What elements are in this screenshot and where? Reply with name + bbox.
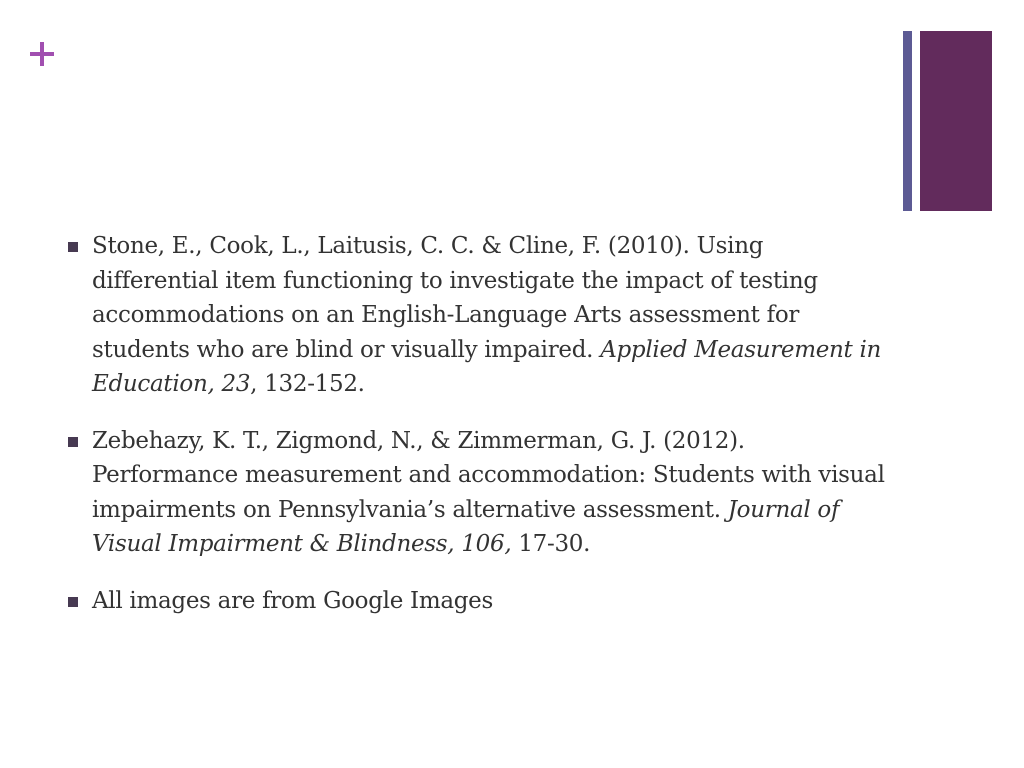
plus-icon-vertical: [40, 42, 44, 66]
reference-text: Stone, E., Cook, L., Laitusis, C. C. & Cline, F. (2010). Using differential item functioning to investigate the impact of testing accommodations on an English-Language Arts assessment for students who are blind or visually impaired.: [92, 233, 818, 363]
reference-item: [68, 424, 888, 562]
reference-journal: Applied Measurement in Education, 23: [92, 336, 882, 397]
reference-list: [68, 229, 888, 640]
reference-item: [68, 229, 888, 402]
decorative-wide-bar: [920, 31, 992, 211]
reference-text: All images are from Google Images: [92, 587, 493, 614]
reference-journal: Journal of Visual Impairment & Blindness, 106,: [92, 496, 840, 557]
square-bullet-icon: [68, 597, 78, 607]
square-bullet-icon: [68, 242, 78, 252]
reference-pages: , 132-152.: [250, 371, 365, 397]
reference-item: [68, 584, 888, 619]
plus-icon: [28, 40, 56, 68]
reference-text: Zebehazy, K. T., Zigmond, N., & Zimmerman, G. J. (2012). Performance measurement and accommodation: Students with visual impairments on Pennsylvania’s alternative assessment.: [92, 427, 885, 523]
square-bullet-icon: [68, 437, 78, 447]
decorative-thin-bar: [903, 31, 912, 211]
reference-pages: 17-30.: [511, 531, 591, 557]
